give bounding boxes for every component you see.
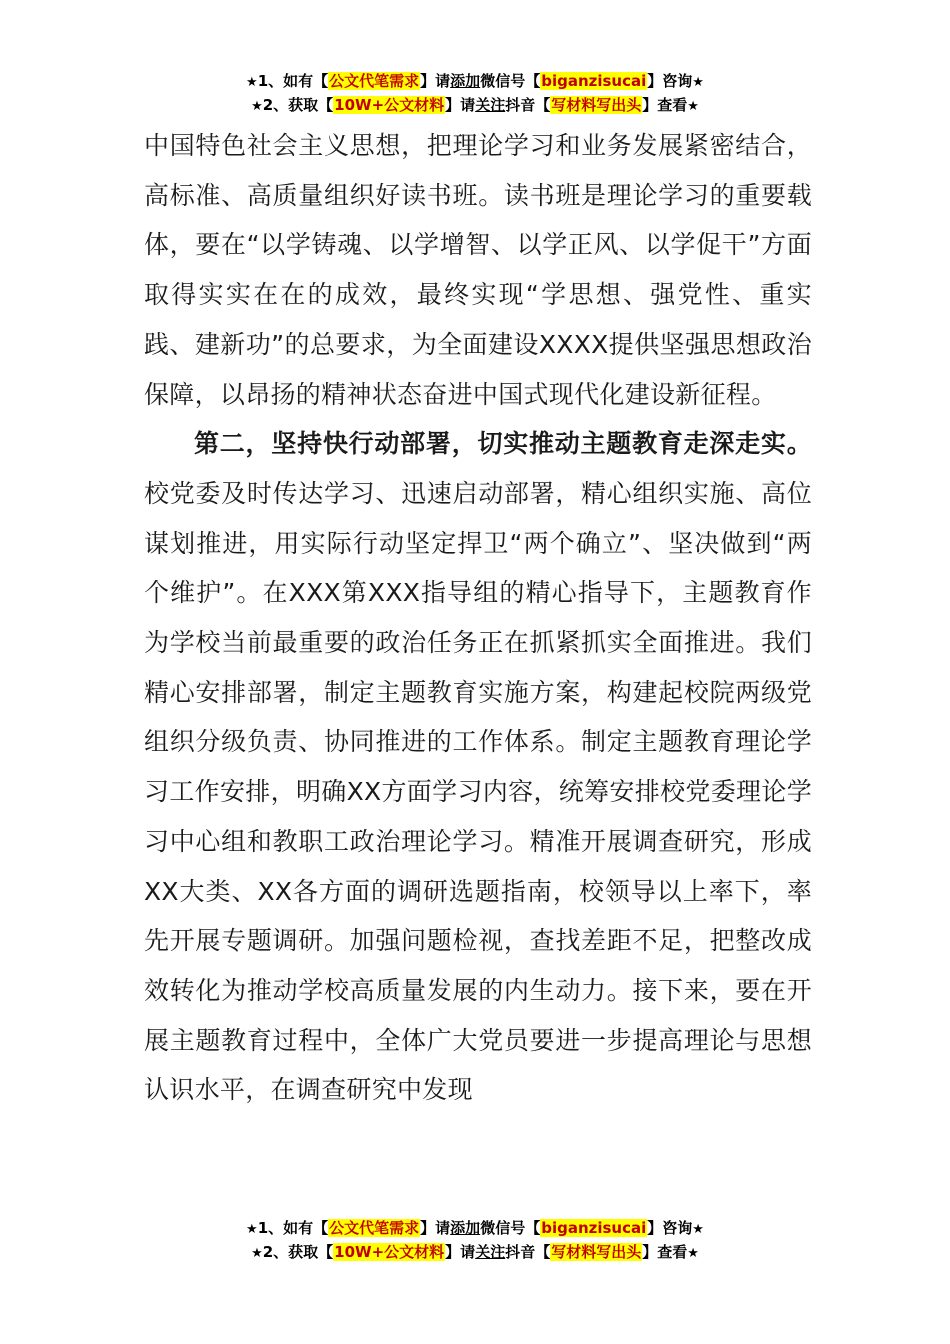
banner-text: 微信号【 — [480, 1219, 541, 1237]
wechat-id: biganzisucai — [541, 1219, 647, 1237]
banner-text: 】请 — [420, 1219, 451, 1237]
star-icon: ★ — [251, 99, 263, 114]
banner-text: 抖音【 — [505, 96, 551, 114]
highlight-text: 10W+公文材料 — [334, 1243, 445, 1261]
underlined-text: 关注 — [475, 96, 506, 114]
banner-text: 1、如有【 — [257, 72, 329, 90]
banner-text: 抖音【 — [505, 1243, 551, 1261]
paragraph-2-text: 校党委及时传达学习、迅速启动部署，精心组织实施、高位谋划推进，用实际行动坚定捍卫“两个确立”、坚决做到“两个维护”。在XXX第XXX指导组的精心指导下，主题教育作为学校当前最重要的政治任务正在抓紧抓实全面推进。我们精心安排部署，制定主题教育实施方案，构建起校院两级党组织分级负责、协同推进的工作体系。制定主题教育理论学习工作安排，明确XX方面学习内容，统筹安排校党委理论学习中心组和教职工政治理论学习。精准开展调查研究，形成XX大类、XX各方面的调研选题指南，校领导以上率下，率先开展专题调研。加强问题检视，查找差距不足，把整改成效转化为推动学校高质量发展的内生动力。接下来，要在开展主题教育过程中，全体广大党员要进一步提高理论与思想认识水平，在调查研究中发现 — [144, 478, 812, 1105]
douyin-account: 写材料写出头 — [551, 1243, 642, 1261]
banner-text: 】请 — [445, 96, 476, 114]
banner-text: 】咨询 — [647, 1219, 693, 1237]
section-heading: 第二，坚持快行动部署，切实推动主题教育走深走实。 — [194, 429, 812, 459]
star-icon: ★ — [246, 75, 258, 90]
banner-text: 微信号【 — [480, 72, 541, 90]
highlight-text: 公文代笔需求 — [329, 72, 420, 90]
star-icon: ★ — [692, 75, 704, 90]
banner-text: 】查看 — [642, 1243, 688, 1261]
banner-line-1 — [0, 70, 950, 94]
banner-text: 】请 — [445, 1243, 476, 1261]
star-icon: ★ — [687, 1246, 699, 1261]
banner-line-2 — [0, 94, 950, 118]
douyin-account: 写材料写出头 — [551, 96, 642, 114]
star-icon: ★ — [692, 1222, 704, 1237]
banner-line-1 — [0, 1217, 950, 1241]
banner-text: 】请 — [420, 72, 451, 90]
banner-text: 2、获取【 — [262, 96, 334, 114]
document-body — [144, 121, 812, 1115]
underlined-text: 添加 — [450, 1219, 481, 1237]
banner-text: 2、获取【 — [262, 1243, 334, 1261]
header-banner — [0, 70, 950, 118]
star-icon: ★ — [687, 99, 699, 114]
star-icon: ★ — [246, 1222, 258, 1237]
underlined-text: 添加 — [450, 72, 481, 90]
paragraph-2 — [144, 419, 812, 1115]
footer-banner — [0, 1217, 950, 1265]
banner-text: 】咨询 — [647, 72, 693, 90]
underlined-text: 关注 — [475, 1243, 506, 1261]
banner-text: 】查看 — [642, 96, 688, 114]
star-icon: ★ — [251, 1246, 263, 1261]
banner-line-2 — [0, 1241, 950, 1265]
highlight-text: 10W+公文材料 — [334, 96, 445, 114]
paragraph-1: 中国特色社会主义思想，把理论学习和业务发展紧密结合，高标准、高质量组织好读书班。读书班是理论学习的重要载体，要在“以学铸魂、以学增智、以学正风、以学促干”方面取得实实在在的成效，最终实现“学思想、强党性、重实践、建新功”的总要求，为全面建设XXXX提供坚强思想政治保障，以昂扬的精神状态奋进中国式现代化建设新征程。 — [144, 131, 812, 409]
wechat-id: biganzisucai — [541, 72, 647, 90]
banner-text: 1、如有【 — [257, 1219, 329, 1237]
highlight-text: 公文代笔需求 — [329, 1219, 420, 1237]
